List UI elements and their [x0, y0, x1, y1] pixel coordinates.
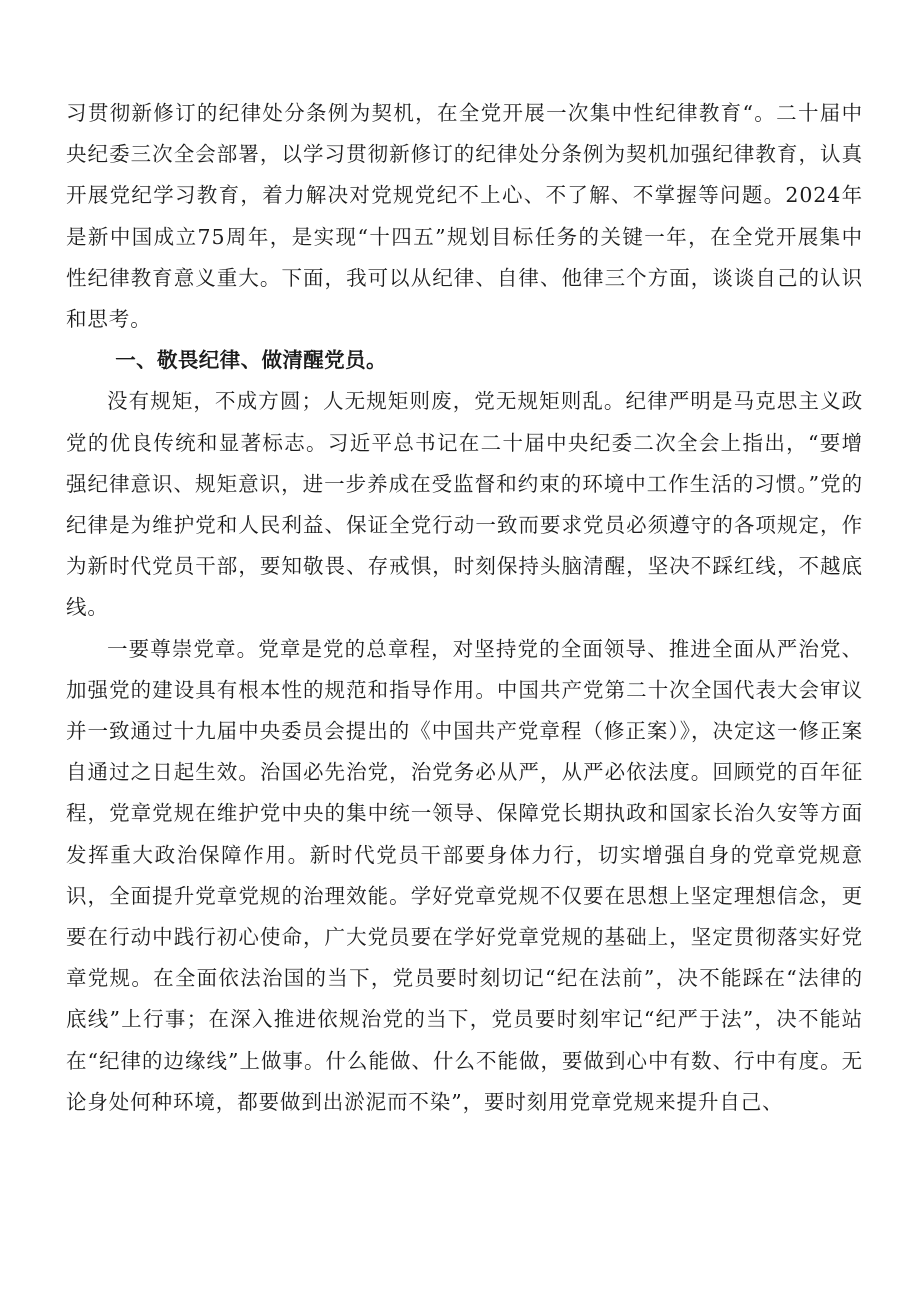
document-body — [66, 93, 863, 1123]
section-heading-1: 一、敬畏纪律、做清醒党员。 — [115, 348, 387, 373]
paragraph-party-constitution: 一要尊崇党章。党章是党的总章程，对坚持党的全面领导、推进全面从严治党、加强党的建设具有根本性的规范和指导作用。中国共产党第二十次全国代表大会审议并一致通过十九届中央委员会提出的《中国共产党章程（修正案）》，决定这一修正案自通过之日起生效。治国必先治党，治党务必从严，从严必依法度。回顾党的百年征程，党章党规在维护党中央的集中统一领导、保障党长期执政和国家长治久安等方面发挥重大政治保障作用。新时代党员干部要身体力行，切实增强自身的党章党规意识，全面提升党章党规的治理效能。学好党章党规不仅要在思想上坚定理想信念，更要在行动中践行初心使命，广大党员要在学好党章党规的基础上，坚定贯彻落实好党章党规。在全面依法治国的当下，党员要时刻切记“纪在法前”，决不能踩在“法律的底线”上行事；在深入推进依规治党的当下，党员要时刻牢记“纪严于法”，决不能站在“纪律的边缘线”上做事。什么能做、什么不能做，要做到心中有数、行中有度。无论身处何种环境，都要做到出淤泥而不染”，要时刻用党章党规来提升自己、 — [66, 636, 863, 1114]
paragraph-discipline: 没有规矩，不成方圆；人无规矩则废，党无规矩则乱。纪律严明是马克思主义政党的优良传统和显著标志。习近平总书记在二十届中央纪委二次全会上指出，“要增强纪律意识、规矩意识，进一步养成在受监督和约束的环境中工作生活的习惯。”党的纪律是为维护党和人民利益、保证全党行动一致而要求党员必须遵守的各项规定，作为新时代党员干部，要知敬畏、存戒惧，时刻保持头脑清醒，坚决不踩红线，不越底线。 — [66, 389, 863, 620]
paragraph-intro-continuation: 习贯彻新修订的纪律处分条例为契机，在全党开展一次集中性纪律教育“。二十届中央纪委三次全会部署，以学习贯彻新修订的纪律处分条例为契机加强纪律教育，认真开展党纪学习教育，着力解决对党规党纪不上心、不了解、不掌握等问题。2024年是新中国成立75周年，是实现“十四五”规划目标任务的关键一年，在全党开展集中性纪律教育意义重大。下面，我可以从纪律、自律、他律三个方面，谈谈自己的认识和思考。 — [66, 101, 863, 332]
